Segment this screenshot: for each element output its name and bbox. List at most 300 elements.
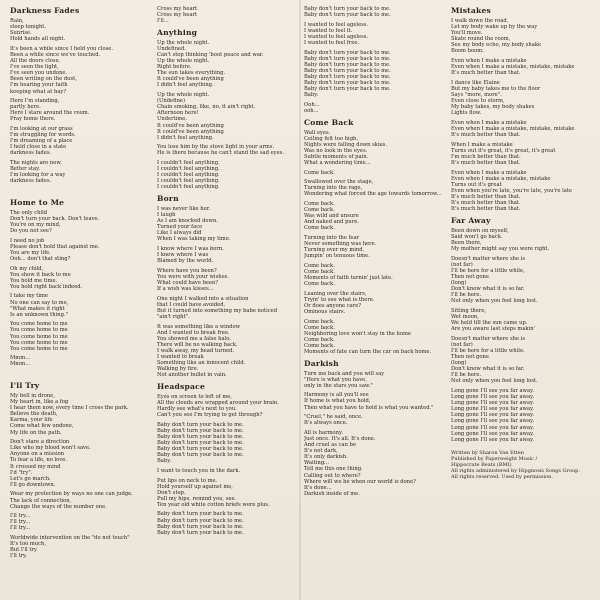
lyric-line: I couldn't feel anything. bbox=[157, 172, 220, 179]
song-block bbox=[157, 6, 299, 24]
lyric-line: Been down on myself, bbox=[451, 227, 509, 234]
song-title: Far Away bbox=[451, 215, 491, 225]
lyric-line: Baby don't turn your back to me. bbox=[304, 12, 391, 19]
lyric-line: I'll be here for a little while, bbox=[451, 267, 525, 274]
lyric-line: It could've been anything bbox=[157, 122, 224, 129]
lyric-line: Don't know what it is so far. bbox=[451, 286, 525, 293]
lyric-line: Tell me this one thing. bbox=[304, 466, 363, 473]
lyric-line: He is there because he can't stand the sad eyes. bbox=[157, 150, 284, 157]
lyric-line: Come back. bbox=[304, 318, 335, 325]
lyric-line: See my body echo, my body shake bbox=[451, 42, 542, 49]
song-title: I'll Try bbox=[10, 381, 40, 390]
lyric-line: Long gone I'll see you far away. bbox=[451, 418, 534, 425]
lyric-line: Ominous stairs. bbox=[304, 308, 346, 315]
stanza bbox=[157, 324, 299, 379]
lyric-line: Sunrise. bbox=[10, 30, 32, 37]
stanza bbox=[157, 144, 299, 156]
song-title: Darkness Fades bbox=[10, 6, 80, 15]
lyric-line: But I'll try. bbox=[10, 547, 38, 554]
lyric-line: Come back. bbox=[304, 262, 335, 269]
stanza bbox=[157, 160, 299, 190]
lyric-line: Where will we be when our world is done? bbox=[304, 478, 416, 485]
stanza bbox=[10, 46, 152, 95]
lyric-line: It crossed my mind bbox=[10, 463, 61, 470]
lyric-line: I knew where I was bbox=[157, 252, 209, 259]
lyric-line: Believe the death, bbox=[10, 411, 58, 418]
lyric-line: Even when you're late, you're late, you're late bbox=[451, 187, 572, 194]
stanza bbox=[10, 210, 152, 234]
lyric-line: Waiting... bbox=[304, 460, 329, 467]
lyric-line: I take my time bbox=[10, 293, 48, 300]
stanza bbox=[304, 102, 446, 114]
lyric-line: The lack of connection, bbox=[10, 497, 72, 504]
lyric-line: Leaning over the stairs, bbox=[304, 290, 367, 297]
lyric-line: darkness fades. bbox=[10, 178, 52, 185]
lyric-line: It's only darkish. bbox=[304, 454, 348, 461]
stanza bbox=[304, 263, 446, 287]
lyric-line: If home is what you hold, bbox=[304, 398, 371, 405]
lyric-line: Turned your face bbox=[157, 224, 203, 231]
lyric-line: I wanted to feel ageless. bbox=[304, 21, 369, 28]
lyric-line: Said won't go back. bbox=[451, 233, 503, 240]
lyric-line: What a wondering time... bbox=[304, 159, 371, 166]
lyrics-column-4 bbox=[451, 6, 593, 600]
lyric-line: that I could have avoided. bbox=[157, 301, 226, 308]
lyric-line: only in the stars you saw." bbox=[304, 382, 373, 389]
lyric-line: (not far) bbox=[451, 341, 473, 348]
stanza bbox=[157, 422, 299, 465]
stanza bbox=[451, 170, 593, 213]
lyric-line: ooh... bbox=[304, 107, 319, 114]
lyric-line: The nights are now. bbox=[10, 159, 62, 166]
lyric-line: Ooh... don't that sting? bbox=[10, 256, 71, 262]
lyric-line: Not only when you feel long lost. bbox=[451, 298, 538, 305]
lyric-line: I'll go downtown. bbox=[10, 481, 56, 488]
stanza bbox=[304, 414, 446, 426]
lyric-line: As I am knocked down. bbox=[157, 218, 218, 225]
lyric-line: Nights were falling down skies. bbox=[304, 141, 387, 148]
lyric-line: I walk away, my head turned. bbox=[157, 347, 235, 354]
lyric-line: Even close to storm, bbox=[451, 98, 505, 105]
song-block bbox=[304, 359, 446, 497]
stanza bbox=[157, 511, 299, 535]
lyric-line: But my baby takes me to the floor bbox=[451, 85, 541, 92]
song-block bbox=[451, 6, 593, 212]
stanza bbox=[451, 120, 593, 138]
credit-line: All rights reserved. Used by permission. bbox=[451, 473, 553, 480]
stanza bbox=[451, 256, 593, 305]
lyric-line: Turns out it's great, it's great, it's great bbox=[451, 147, 556, 154]
lyric-line: Where have you been? bbox=[157, 267, 217, 274]
lyric-line: I couldn't feel anything. bbox=[157, 166, 220, 173]
lyric-line: Boom boom. bbox=[451, 48, 484, 55]
lyric-line: keeping what at bay? bbox=[10, 88, 67, 95]
lyric-line: You come home to me bbox=[10, 321, 68, 328]
lyric-line: All is harmony. bbox=[304, 429, 343, 436]
stanza bbox=[157, 206, 299, 243]
lyric-line: Worldwide intervention on the "do not touch" bbox=[10, 534, 130, 541]
lyric-line: Here I'm standing, bbox=[10, 98, 60, 105]
song-title: Home to Me bbox=[10, 197, 65, 207]
lyric-line: Don't stop. bbox=[157, 489, 186, 496]
lyric-line: Up the whole night. bbox=[157, 92, 210, 99]
lyric-line: You showed me a false halo. bbox=[157, 335, 231, 342]
lyric-line: Moments of faith turnin' just late. bbox=[304, 274, 393, 281]
lyric-line: Just once. It's all. It's done. bbox=[304, 435, 376, 442]
lyric-line: I didn't feel anything. bbox=[157, 134, 214, 141]
lyric-line: I couldn't feel anything. bbox=[157, 178, 220, 185]
stanza bbox=[304, 430, 446, 497]
credits-block bbox=[451, 450, 593, 480]
lyric-line: My bell in drone, bbox=[10, 393, 55, 399]
lyric-line: Let's go march. bbox=[10, 475, 51, 482]
lyric-line: Baby don't turn your back to me. bbox=[157, 446, 244, 453]
lyric-line: Put lips on neck to me. bbox=[157, 477, 218, 484]
section-spacer bbox=[10, 188, 152, 198]
lyric-line: I'll be here. bbox=[451, 292, 482, 299]
lyric-line: There will be no walking back. bbox=[157, 341, 238, 348]
song-block bbox=[157, 28, 299, 191]
lyric-line: You lose him by the stove light in your arms. bbox=[157, 144, 275, 151]
lyric-line: Come back. bbox=[304, 200, 335, 207]
lyric-line: Long gone I'll see you far away. bbox=[451, 436, 534, 443]
lyric-line: Ooh... bbox=[304, 101, 320, 108]
lyric-line: Baby don't turn your back to me. bbox=[304, 86, 391, 93]
lyric-line: Or does anyone care? bbox=[304, 302, 362, 309]
lyric-line: I'll be here. bbox=[451, 372, 482, 379]
lyric-line: If a wish was kisses... bbox=[157, 286, 214, 293]
lyric-line: Been there, bbox=[451, 239, 482, 246]
song-title: Come Back bbox=[304, 117, 354, 127]
lyric-line: I want to touch you in the dark. bbox=[157, 467, 241, 474]
song-title: Born bbox=[157, 193, 179, 203]
lyric-line: I wanted to feel ageless. bbox=[304, 33, 369, 40]
lyric-line: Subtle moments of pain. bbox=[304, 153, 369, 160]
lyric-line: Baby don't turn your back to me. bbox=[304, 73, 391, 80]
lyric-line: Jumpin' on tenuous time. bbox=[304, 253, 370, 260]
lyric-line: The only child bbox=[10, 209, 48, 216]
lyric-line: Come back. bbox=[304, 336, 335, 343]
lyric-line: We held till the sun came up. bbox=[451, 320, 528, 327]
song-title: Anything bbox=[157, 27, 198, 37]
lyric-line: I'm struggling for words. bbox=[10, 132, 76, 139]
lyric-line: Come back. bbox=[304, 169, 335, 176]
lyric-line: My baby takes, my body shakes bbox=[451, 104, 535, 111]
lyric-line: Come back. bbox=[304, 324, 335, 331]
lyric-line: Baby don't turn your back to me. bbox=[304, 61, 391, 68]
lyric-line: Long gone I'll see you far away. bbox=[451, 424, 534, 431]
lyric-line: I'll try... bbox=[10, 519, 31, 526]
lyric-line: I didn't feel anything. bbox=[157, 82, 214, 89]
lyric-line: What could have been? bbox=[157, 279, 219, 286]
lyric-line: Can't stop thinking 'bout peace and war. bbox=[157, 51, 264, 58]
stanza bbox=[10, 535, 152, 559]
lyric-line: I'll try... bbox=[10, 513, 31, 520]
lyric-line: Blamed by the world. bbox=[157, 258, 214, 265]
lyric-line: The sun takes everything. bbox=[157, 70, 226, 77]
lyric-line: Hardly see what's next to you. bbox=[157, 406, 237, 413]
lyric-line: My heart in, like a fog bbox=[10, 399, 69, 406]
lyric-line: Baby don't turn your back to me. bbox=[157, 529, 244, 536]
stanza bbox=[304, 235, 446, 259]
lyric-line: But it turned into something my babe noticed bbox=[157, 307, 278, 314]
song-block bbox=[304, 118, 446, 356]
credit-line: Hippocrate Beats (BMI) bbox=[451, 461, 512, 468]
lyric-line: Let my body wake up by the way bbox=[451, 24, 538, 31]
lyric-line: I'm much better than that. bbox=[451, 153, 521, 160]
lyric-line: Chain smoking, like, no, it ain't right. bbox=[157, 104, 256, 111]
lyric-line: Oh my child, bbox=[10, 265, 44, 272]
lyric-line: Cross my heart bbox=[157, 12, 198, 19]
stanza bbox=[157, 92, 299, 141]
lyric-line: Pray home there. bbox=[10, 116, 56, 123]
lyric-line: It's much better than that. bbox=[451, 70, 521, 77]
stanza bbox=[10, 293, 152, 317]
lyric-line: Long gone I'll see you far away. bbox=[451, 412, 534, 419]
lyric-line: Undefined. bbox=[157, 45, 186, 52]
lyric-line: It's done... bbox=[304, 484, 332, 491]
lyric-line: I'll... bbox=[157, 18, 169, 25]
lyric-line: Baby. bbox=[304, 92, 319, 99]
lyric-line: darkness fades. bbox=[10, 150, 52, 157]
lyric-line: Baby don't turn your back to me. bbox=[157, 440, 244, 447]
lyric-line: It's much better than that. bbox=[451, 159, 521, 166]
lyric-line: Rain, bbox=[10, 18, 24, 24]
lyric-line: (long) bbox=[451, 360, 467, 367]
lyric-line: Mmm... bbox=[10, 355, 31, 362]
lyric-line: Up the whole night. bbox=[157, 39, 210, 46]
lyric-line: Baby don't turn your back to me. bbox=[304, 49, 391, 56]
lyric-line: Turn me back and you will say bbox=[304, 370, 385, 377]
lyric-line: Darkish inside of me. bbox=[304, 490, 360, 497]
lyric-line: Baby. bbox=[157, 458, 172, 465]
credit-line: Written by Sharon Van Etten bbox=[451, 449, 524, 456]
lyric-line: You hold me time. bbox=[10, 277, 58, 284]
stanza bbox=[304, 130, 446, 167]
stanza bbox=[451, 388, 593, 443]
lyric-line: Something like an innocent child. bbox=[157, 360, 246, 367]
lyric-line: I couldn't feel anything. bbox=[157, 184, 220, 191]
section-spacer bbox=[10, 371, 152, 381]
lyric-line: partly here. bbox=[10, 104, 41, 111]
lyric-line: Then what you have to hold is what you wanted." bbox=[304, 404, 434, 411]
stanza bbox=[10, 98, 152, 122]
stanza bbox=[10, 439, 152, 488]
lyric-line: You were with your wishes. bbox=[157, 273, 229, 280]
lyric-line: Baby don't turn your back to me. bbox=[304, 80, 391, 87]
stanza bbox=[10, 18, 152, 42]
stanza bbox=[157, 296, 299, 320]
lyric-line: Baby don't turn your back to me. bbox=[157, 421, 244, 428]
lyric-line: I need no job bbox=[10, 237, 45, 244]
lyric-line: It could've been anything bbox=[157, 76, 224, 83]
lyric-line: Right before. bbox=[157, 64, 192, 71]
lyric-line: Moments of fate can turn the car on back home. bbox=[304, 349, 432, 355]
stanza bbox=[451, 308, 593, 332]
lyric-line: I held close in a state bbox=[10, 144, 67, 151]
lyric-line: Baby don't turn your back to me. bbox=[304, 55, 391, 62]
lyric-line: It's much better than that. bbox=[451, 132, 521, 139]
stanza bbox=[304, 319, 446, 356]
stanza bbox=[304, 170, 446, 176]
lyric-line: I wanted to feel free. bbox=[304, 39, 360, 46]
lyric-line: When I was taking my time. bbox=[157, 236, 231, 243]
lyric-line: It's not dark, bbox=[304, 448, 338, 455]
lyric-line: "ain't right". bbox=[157, 313, 190, 320]
lyric-line: Baby don't turn your back to me. bbox=[157, 511, 244, 518]
lyric-line: And I wanted to break free. bbox=[157, 329, 230, 336]
lyric-line: You come home to me bbox=[10, 333, 68, 340]
credit-line: All rights administered by Hipgnosis Songs Group. bbox=[451, 467, 580, 474]
lyric-line: I'm looking at our grass bbox=[10, 126, 73, 132]
lyric-line: Was wild and unsure bbox=[304, 213, 359, 220]
lyric-line: "What makes it right bbox=[10, 305, 65, 312]
lyric-line: Tryin' to see what is there. bbox=[304, 296, 375, 303]
lyric-line: Turning into the rage, bbox=[304, 185, 363, 192]
lyric-line: Like who my blood won't save. bbox=[10, 445, 91, 452]
lyric-line: Come back. bbox=[304, 207, 335, 214]
lyric-line: Don't turn your back. Don't leave. bbox=[10, 215, 100, 222]
lyric-line: Hold hands all night. bbox=[10, 36, 66, 43]
lyric-line: Even when I make a mistake, mistake, mistake bbox=[451, 126, 575, 132]
lyric-line: (Undefine) bbox=[157, 98, 186, 105]
lyric-line: I'm looking for a way bbox=[10, 172, 66, 179]
lyric-line: Says "more, more". bbox=[451, 92, 502, 99]
song-block bbox=[157, 382, 299, 536]
lyric-line: Harmony is all you'll see bbox=[304, 392, 369, 399]
lyric-line: I'll try. bbox=[10, 553, 27, 560]
lyric-line: Better stay. bbox=[10, 166, 40, 173]
lyric-line: Baby don't turn your back to me. bbox=[157, 523, 244, 530]
lyric-line: I've seen the light, bbox=[10, 64, 59, 71]
lyric-line: Been writing on the dust, bbox=[10, 76, 77, 83]
stanza bbox=[304, 179, 446, 197]
lyric-line: Long gone I'll see you far away. bbox=[451, 387, 534, 394]
lyric-line: Baby don't turn your back to me. bbox=[304, 67, 391, 74]
stanza bbox=[10, 513, 152, 531]
stanza bbox=[451, 228, 593, 252]
lyric-line: It could've been anything bbox=[157, 128, 224, 135]
lyric-line: Been a while since we've touched. bbox=[10, 51, 101, 58]
lyric-line: I wanted to feel it. bbox=[304, 27, 353, 34]
lyric-line: Ten year old white cotton briefs were plus. bbox=[157, 501, 270, 508]
song-block bbox=[304, 6, 446, 114]
lyric-line: "Cruel," he said, once. bbox=[304, 414, 363, 421]
stanza bbox=[304, 201, 446, 231]
lyric-line: I dance like Elaine bbox=[451, 79, 500, 86]
song-block bbox=[10, 381, 152, 559]
lyric-line: You show it back to me bbox=[10, 271, 71, 278]
lyric-line: "Here is what you have, bbox=[304, 376, 367, 383]
lyric-line: I know where I was born. bbox=[157, 246, 224, 252]
lyric-line: And naked and pure. bbox=[304, 219, 359, 226]
lyric-line: You are my life. bbox=[10, 249, 51, 256]
lyric-line: It's much better than that. bbox=[451, 200, 521, 207]
lyric-line: Then not gone bbox=[451, 354, 489, 360]
lyric-line: Wall eyes. bbox=[304, 129, 331, 136]
lyric-line: Long gone I'll see you far away. bbox=[451, 430, 534, 437]
stanza bbox=[304, 392, 446, 410]
lyric-line: Come back. bbox=[304, 281, 335, 288]
lyric-line: Calling out to where? bbox=[304, 472, 361, 479]
lyric-line: Long gone I'll see you far away. bbox=[451, 394, 534, 401]
lyric-line: Baby don't turn your back to me. bbox=[157, 427, 244, 434]
lyric-line: I laugh bbox=[157, 212, 176, 219]
lyric-line: Cross my heart. bbox=[157, 6, 199, 12]
lyric-line: Even when I make a mistake, mistake, mistake bbox=[451, 64, 575, 71]
lyric-line: No one can say to me, bbox=[10, 299, 69, 306]
lyric-line: Walking by fire. bbox=[157, 366, 199, 373]
lyric-line: Not another bullet in vain. bbox=[157, 372, 227, 379]
lyric-line: Doesn't matter where she is bbox=[451, 255, 525, 262]
lyric-line: Wet moon, bbox=[451, 313, 479, 320]
stanza bbox=[157, 394, 299, 418]
song-block bbox=[157, 194, 299, 378]
lyric-line: Don't stare a direction bbox=[10, 439, 70, 446]
stanza bbox=[451, 336, 593, 385]
lyric-line: sleep tonight. bbox=[10, 24, 47, 31]
lyrics-column-2 bbox=[157, 6, 299, 600]
stanza bbox=[304, 50, 446, 99]
lyric-line: My mother might say you were right. bbox=[451, 246, 550, 252]
lyric-line: Come what few undone, bbox=[10, 423, 74, 430]
stanza bbox=[10, 355, 152, 367]
lyric-line: Even when I make a mistake bbox=[451, 119, 527, 126]
stanza bbox=[157, 6, 299, 24]
stanza bbox=[10, 321, 152, 351]
lyric-line: Even when I make a mistake, mistake bbox=[451, 175, 551, 182]
lyric-line: Come back. bbox=[304, 342, 335, 349]
lyric-line: Change the ways of the number one. bbox=[10, 503, 107, 510]
stanza bbox=[157, 268, 299, 292]
lyric-line: You'll move. bbox=[451, 30, 483, 37]
lyric-line: Skate round the room, bbox=[451, 36, 511, 43]
stanza bbox=[10, 238, 152, 262]
lyric-line: Pull my hips, remind you, see. bbox=[157, 495, 237, 502]
lyric-line: Undertime. bbox=[157, 116, 187, 123]
song-title: Darkish bbox=[304, 358, 339, 368]
lyric-line: Not only when you feel long lost. bbox=[451, 378, 538, 385]
lyric-line: When I make a mistake bbox=[451, 141, 513, 148]
lyric-line: Can't you see I'm trying to get through? bbox=[157, 412, 263, 419]
lyric-line: It's much better than that. bbox=[451, 193, 521, 200]
lyric-line: Neighboring love won't stay in the home bbox=[304, 330, 411, 337]
stanza bbox=[10, 266, 152, 290]
lyric-line: I was never like her. bbox=[157, 205, 211, 212]
song-block bbox=[10, 198, 152, 368]
stanza bbox=[10, 491, 152, 509]
lyric-line: Wondering what forced the age towards tomorrow... bbox=[304, 191, 442, 198]
lyric-line: Do you not see? bbox=[10, 228, 52, 235]
page-fold bbox=[299, 0, 301, 600]
lyric-line: You come home to me bbox=[10, 327, 68, 334]
stanza bbox=[10, 126, 152, 156]
lyric-line: One night I walked into a situation bbox=[157, 295, 249, 302]
lyric-line: Don't know what it is so far. bbox=[451, 366, 525, 373]
lyric-line: I walk down the road, bbox=[451, 18, 509, 24]
lyric-line: Karma, your life bbox=[10, 417, 53, 424]
lyric-line: It's much better than that. bbox=[451, 206, 521, 213]
stanza bbox=[304, 22, 446, 46]
stanza bbox=[304, 371, 446, 389]
lyric-line: Even when I make a mistake bbox=[451, 58, 527, 65]
lyric-line: You hold right back indeed. bbox=[10, 283, 83, 290]
lyric-line: Baby don't turn your back to me. bbox=[157, 452, 244, 459]
lyric-line: I'd "try". bbox=[10, 469, 33, 476]
stanza bbox=[304, 291, 446, 315]
song-title: Mistakes bbox=[451, 6, 491, 15]
lyric-line: I've seen you undone. bbox=[10, 70, 68, 77]
